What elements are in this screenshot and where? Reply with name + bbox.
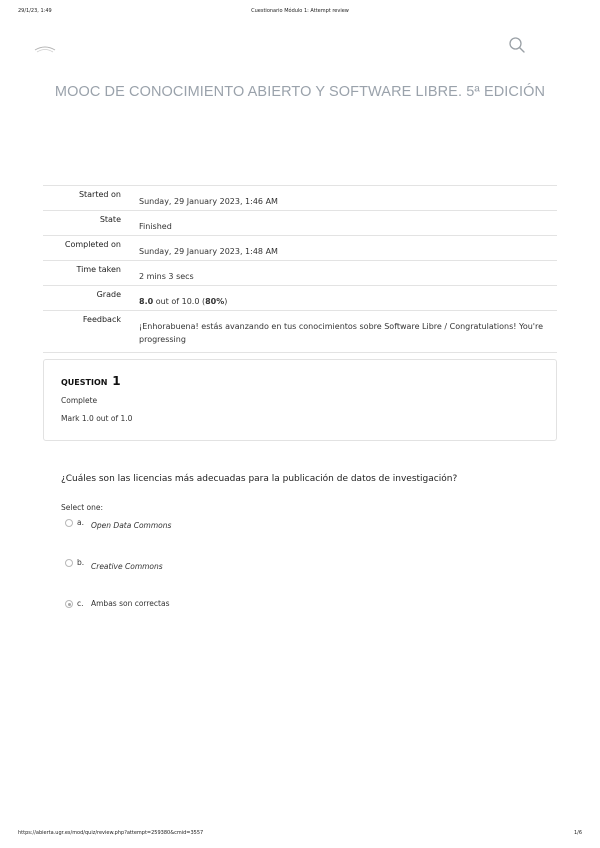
question-label: QUESTION: [61, 378, 108, 387]
question-info-box: [43, 359, 557, 441]
option-text: Creative Commons: [91, 562, 163, 571]
summary-label: Started on: [78, 190, 121, 199]
question-state: Complete: [61, 396, 98, 405]
option-letter: a.: [77, 518, 84, 527]
grade-close-paren: ): [224, 297, 228, 306]
question-number: 1: [112, 374, 121, 388]
option-letter: b.: [77, 558, 85, 567]
summary-row: [43, 186, 557, 211]
summary-row: [43, 261, 557, 286]
attempt-summary-table: [43, 185, 557, 353]
radio-button-b[interactable]: [65, 559, 73, 567]
grade-label: Grade: [96, 290, 121, 299]
print-footer: [0, 830, 600, 840]
summary-row-grade: [43, 286, 557, 311]
radio-button-a[interactable]: [65, 519, 73, 527]
print-url: https://abierta.ugr.es/mod/quiz/review.php?attempt=259380&cmid=3557: [18, 830, 204, 836]
grade-score: 8.0: [139, 297, 154, 306]
course-title[interactable]: MOOC DE CONOCIMIENTO ABIERTO Y SOFTWARE LIBRE. 5ª EDICIÓN: [54, 84, 546, 100]
summary-row-feedback: [43, 311, 557, 353]
summary-row: [43, 236, 557, 261]
summary-value: Sunday, 29 January 2023, 1:46 AM: [139, 197, 278, 206]
print-document-title: Cuestionario Módulo 1: Attempt review: [251, 8, 349, 14]
site-logo-icon[interactable]: [33, 40, 57, 54]
summary-value: 2 mins 3 secs: [139, 272, 194, 281]
feedback-value: ¡Enhorabuena! estás avanzando en tus conocimientos sobre Software Libre / Congratulations! You're progressing: [139, 322, 544, 344]
option-text: Open Data Commons: [91, 521, 172, 530]
question-mark: Mark 1.0 out of 1.0: [61, 414, 133, 423]
summary-value: Finished: [139, 222, 172, 231]
question-text: ¿Cuáles son las licencias más adecuadas para la publicación de datos de investigación?: [61, 474, 458, 484]
select-one-prompt: Select one:: [61, 503, 104, 512]
summary-label: Completed on: [64, 240, 121, 249]
summary-label: State: [99, 215, 121, 224]
grade-out-of: out of 10.0 (: [153, 297, 206, 306]
grade-percent: 80%: [205, 297, 225, 306]
print-header: [0, 8, 600, 18]
print-page-number: 1/6: [573, 830, 582, 836]
feedback-label: Feedback: [82, 315, 121, 324]
print-date: 29/1/23, 1:49: [18, 8, 52, 14]
grade-value: [129, 286, 557, 311]
search-icon[interactable]: [508, 36, 526, 54]
summary-row: [43, 211, 557, 236]
question-title: [61, 374, 121, 388]
summary-value: Sunday, 29 January 2023, 1:48 AM: [139, 247, 278, 256]
option-letter: c.: [77, 599, 84, 608]
option-text: Ambas son correctas: [91, 599, 170, 608]
summary-label: Time taken: [76, 265, 121, 274]
radio-button-c[interactable]: [65, 600, 73, 608]
